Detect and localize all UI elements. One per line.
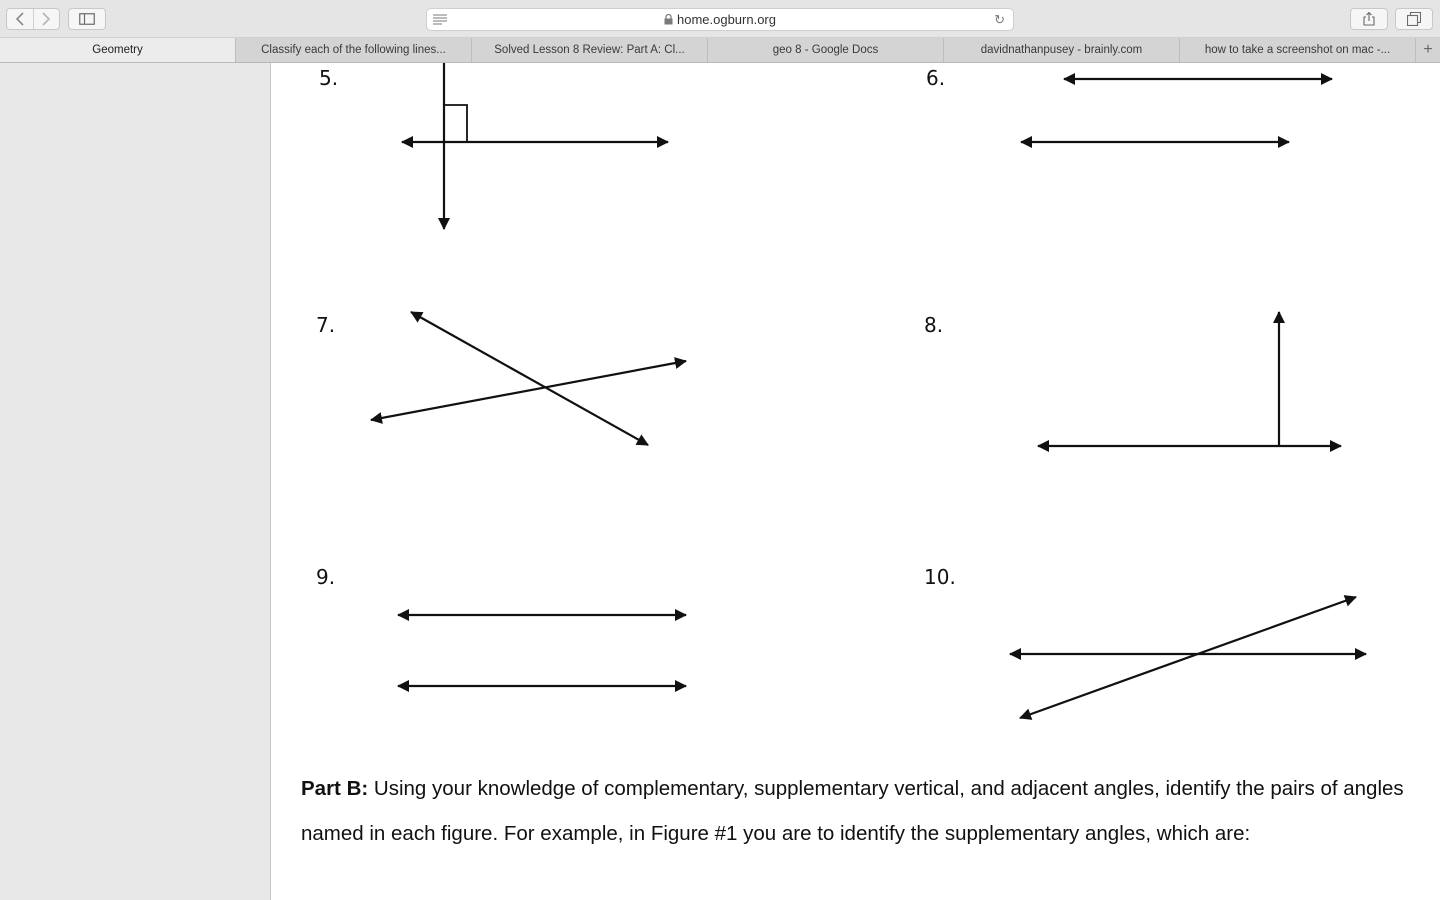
tab-label: geo 8 - Google Docs — [772, 44, 879, 56]
plus-icon: + — [1423, 41, 1433, 58]
part-b-instructions — [301, 766, 1411, 856]
figure-label-6: 6. — [926, 66, 946, 90]
figure-8-diagram — [1038, 312, 1341, 446]
tab-label: Geometry — [92, 44, 143, 56]
figure-label-10: 10. — [924, 565, 956, 589]
figure-label-7: 7. — [316, 313, 336, 337]
figure-label-9: 9. — [316, 565, 336, 589]
tab-label: Solved Lesson 8 Review: Part A: Cl... — [494, 44, 685, 56]
reload-icon[interactable]: ↻ — [994, 12, 1005, 27]
part-b-heading: Part B: — [301, 777, 369, 800]
figure-label-5: 5. — [319, 66, 339, 90]
part-b-text: Using your knowledge of complementary, supplementary vertical, and adjacent angles, identify the pairs of angles named in each figure. For example, in Figure #1 you are to identify the supplementary angles, which are: — [301, 777, 1404, 845]
figure-10-diagram — [1010, 597, 1366, 718]
tab-label: how to take a screenshot on mac -... — [1204, 44, 1391, 56]
figure-9-diagram — [398, 615, 686, 686]
right-angle-mark — [444, 105, 467, 142]
figure-5-diagram — [402, 40, 668, 229]
figure-label-8: 8. — [924, 313, 944, 337]
url-text: home.ogburn.org — [676, 12, 776, 27]
figure-6-diagram — [1021, 79, 1332, 142]
tab-label: davidnathanpusey - brainly.com — [980, 44, 1143, 56]
figure-7-diagram — [371, 312, 686, 445]
tab-label: Classify each of the following lines... — [261, 44, 446, 56]
